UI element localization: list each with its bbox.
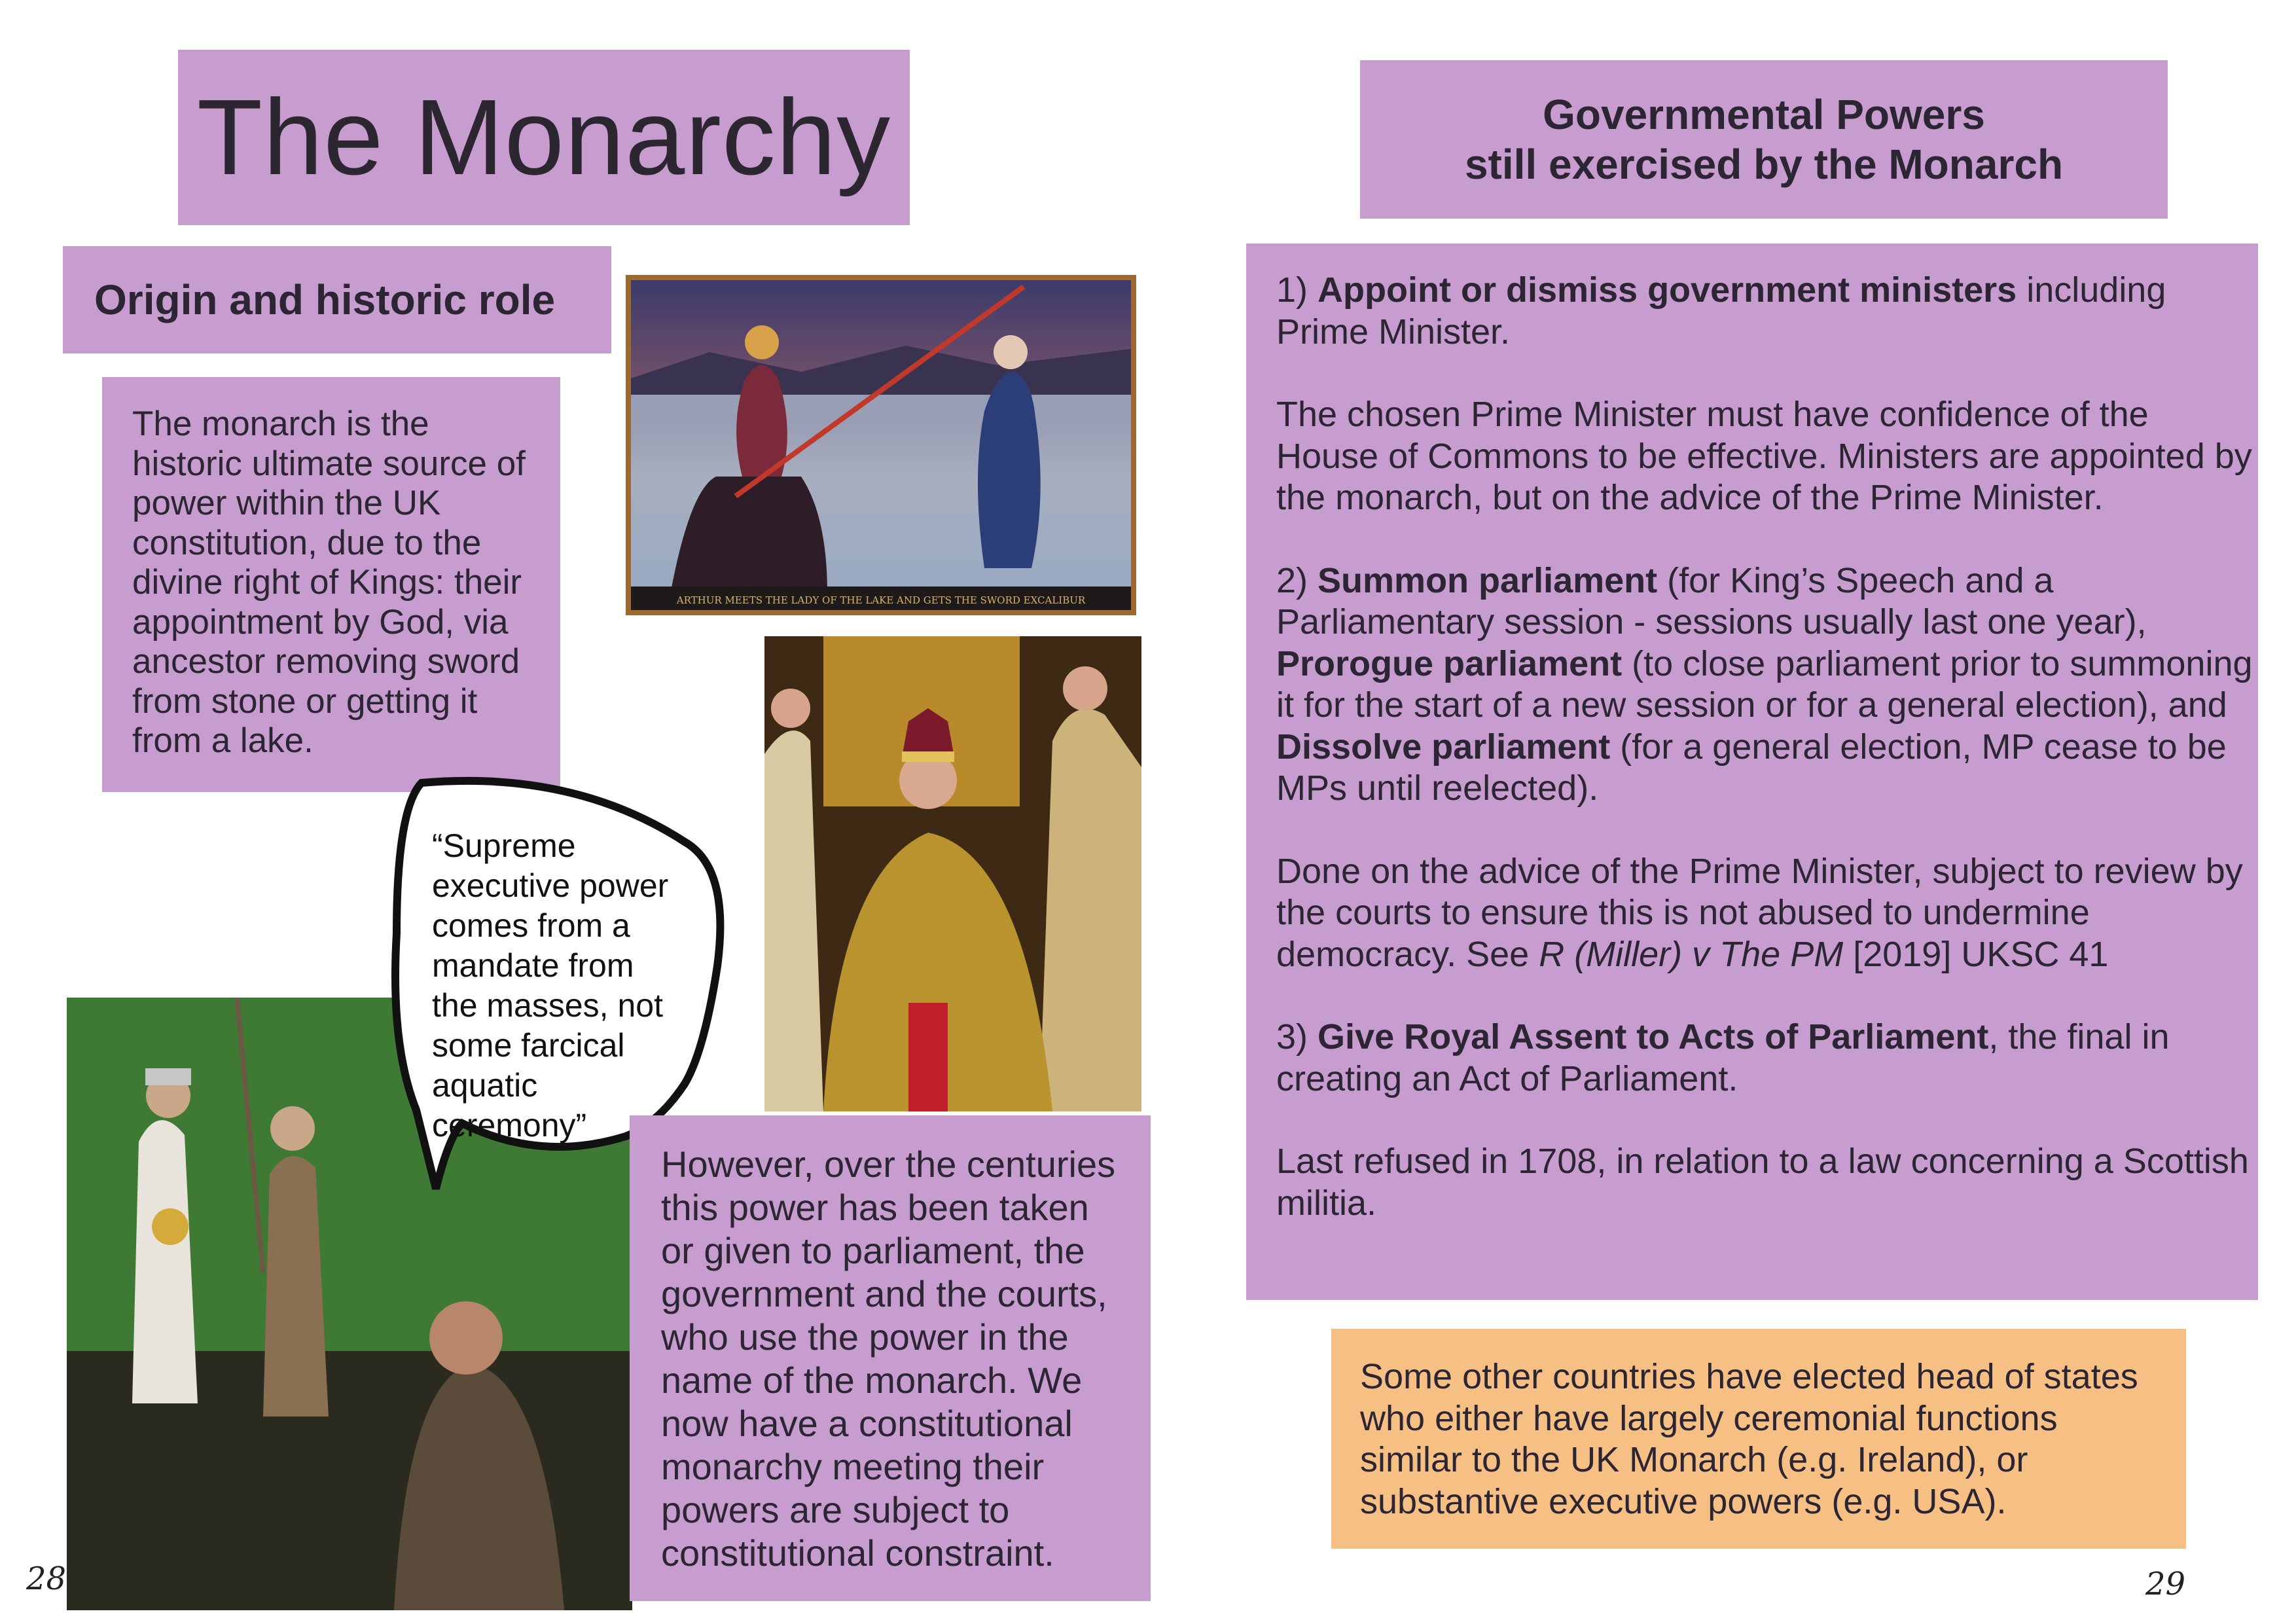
monarch-origin-text: The monarch is the historic ultimate source of power within the UK constitution, due to the divine right of Kings: their appointment by God, via ancestor removing sword from stone or getting it from a lake. [132, 405, 526, 760]
power-2-detail [1276, 851, 2258, 976]
arthur-painting-illustration [631, 280, 1131, 610]
coronation-photo [764, 636, 1141, 1111]
arthur-lady-of-lake-painting [626, 275, 1136, 615]
power-2-number: 2) [1276, 560, 1318, 600]
origin-heading: Origin and historic role [94, 276, 556, 323]
power-1-heading: Appoint or dismiss government ministers [1318, 270, 2017, 310]
power-3-detail: Last refused in 1708, in relation to a law concerning a Scottish militia. [1276, 1142, 2249, 1223]
case-name: R (Miller) v The PM [1539, 934, 1844, 974]
summon-parliament-heading: Summon parliament [1318, 560, 1658, 600]
powers-panel [1246, 244, 2258, 1300]
dissolve-parliament-heading: Dissolve parliament [1276, 727, 1611, 767]
case-citation: [2019] UKSC 41 [1843, 934, 2109, 974]
power-1-number: 1) [1276, 270, 1318, 310]
power-3-text [1276, 1017, 2258, 1100]
other-countries-note: Some other countries have elected head of states who either have largely ceremonial functions similar to the UK Monarch (e.g. Ireland), or substantive executive powers (e.g. USA). [1360, 1357, 2138, 1521]
however-panel [630, 1115, 1151, 1601]
power-3-number: 3) [1276, 1017, 1318, 1056]
title-panel [178, 50, 910, 225]
power-1-text [1276, 270, 2258, 353]
coronation-illustration [764, 636, 1141, 1111]
power-1-detail: The chosen Prime Minister must have confidence of the House of Commons to be effective. Ministers are appointed by the monarch, but on the advice of the Prime Minister. [1276, 395, 2252, 517]
power-2-detail-text: Done on the advice of the Prime Minister, subject to review by the courts to ensure this is not abused to undermine democracy. See [1276, 851, 2243, 974]
power-3-rest: , the final in creating an Act of Parliament. [1276, 1017, 2170, 1098]
power-1-rest: including Prime Minister. [1276, 270, 2166, 352]
origin-heading-panel [63, 246, 611, 353]
prorogue-parliament-heading: Prorogue parliament [1276, 643, 1623, 683]
page-number-right: 29 [2145, 1566, 2186, 1602]
summon-parliament-text: (for King’s Speech and a Parliamentary session - sessions usually last one year), [1276, 560, 2147, 641]
monarch-origin-panel [102, 377, 560, 792]
power-3-heading: Give Royal Assent to Acts of Parliament [1318, 1017, 1989, 1056]
governmental-powers-title-line1: Governmental Powers [1543, 91, 1985, 138]
governmental-powers-title-line2: still exercised by the Monarch [1464, 141, 2064, 188]
page-number-left: 28 [26, 1561, 67, 1597]
prorogue-parliament-text: (to close parliament prior to summoning it for the start of a new session or for a general election), and [1276, 643, 2253, 725]
however-text: However, over the centuries this power has been taken or given to parliament, the government and the courts, who use the power in the name of the monarch. We now have a constitutional monarchy meeting their powers are subject to constitutional constraint. [661, 1144, 1116, 1574]
page-title: The Monarchy [196, 77, 891, 197]
other-countries-note-panel [1331, 1329, 2186, 1549]
power-2-text [1276, 560, 2258, 810]
quote-text: “Supreme executive power comes from a mandate from the masses, not some farcical aquatic ceremony” [432, 827, 669, 1144]
painting-caption: ARTHUR MEETS THE LADY OF THE LAKE AND GETS THE SWORD EXCALIBUR [676, 594, 1086, 606]
governmental-powers-title-panel [1360, 60, 2168, 219]
dissolve-parliament-text: (for a general election, MP cease to be MPs until reelected). [1276, 727, 2227, 808]
